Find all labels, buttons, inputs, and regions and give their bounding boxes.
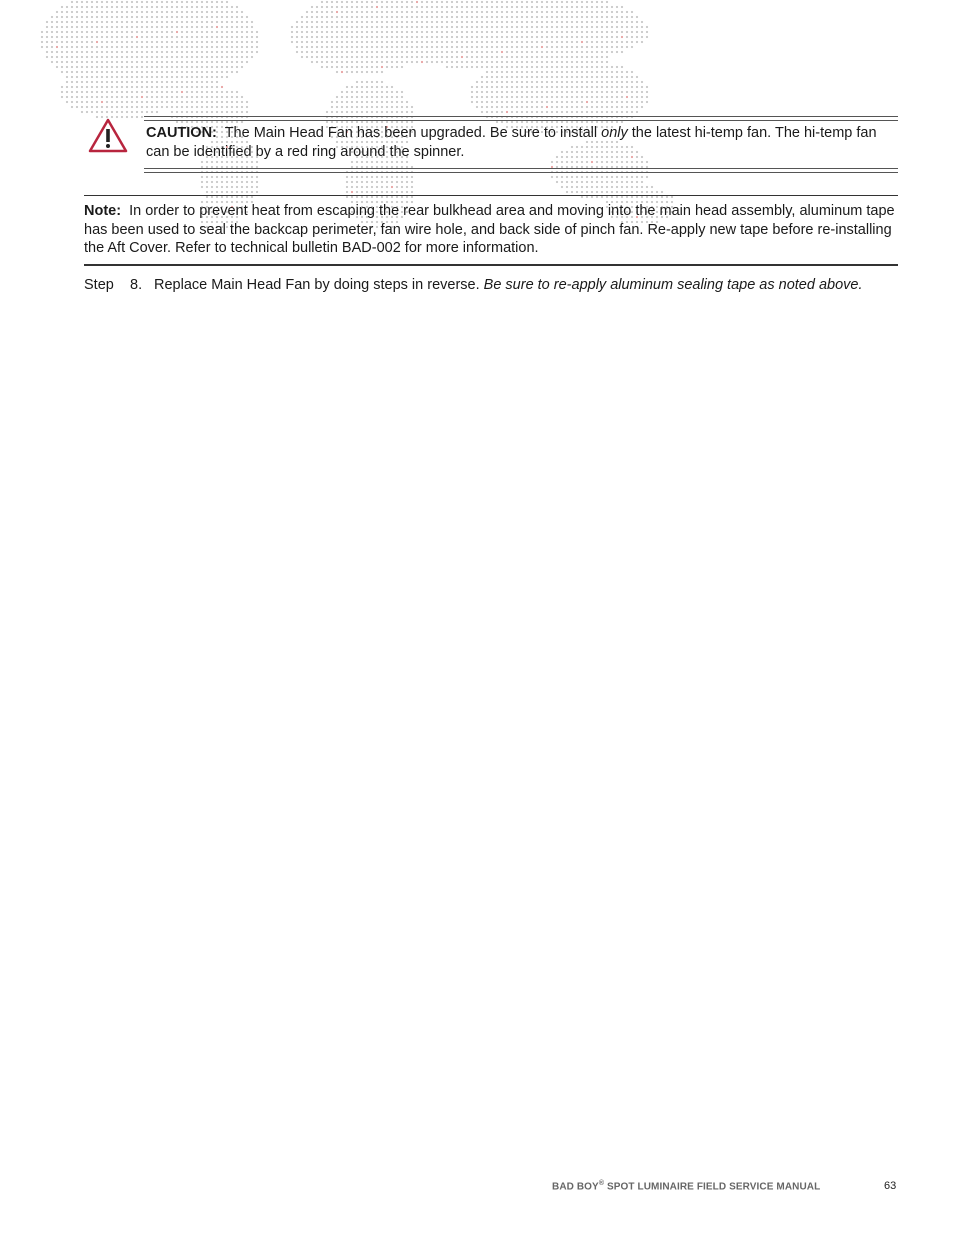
caution-rule-top-inner xyxy=(144,120,898,121)
page-number: 63 xyxy=(884,1180,897,1192)
step-label: Step xyxy=(84,277,114,293)
registered-mark: ® xyxy=(598,1180,605,1187)
note-box xyxy=(84,195,898,266)
step-emphasis: Be sure to re-apply aluminum sealing tape as noted above. xyxy=(483,277,863,293)
warning-triangle-icon xyxy=(88,118,128,154)
note-text xyxy=(84,202,898,258)
footer-title-prefix: BAD BOY xyxy=(552,1181,599,1193)
note-label: Note: xyxy=(84,203,122,219)
caution-body-after: the latest hi-temp fan. The hi-temp fan can be identified by a red ring around the spinner. xyxy=(146,125,877,160)
caution-text xyxy=(146,124,886,161)
caution-box xyxy=(84,116,898,172)
caution-rule-bottom xyxy=(144,172,898,173)
footer-title-suffix: SPOT LUMINAIRE FIELD SERVICE MANUAL xyxy=(606,1181,821,1193)
note-body: In order to prevent heat from escaping the rear bulkhead area and moving into the main head assembly, aluminum tape has been used to seal the backcap perimeter, fan wire hole, and back side of pinch fan. Re-apply new tape before re-installing the Aft Cover. Refer to technical bulletin BAD-002 for more information. xyxy=(84,203,895,256)
caution-body-before: The Main Head Fan has been upgraded. Be sure to install xyxy=(224,125,598,141)
caution-emphasis: only xyxy=(601,125,628,141)
caution-rule-bottom-inner xyxy=(144,168,898,169)
caution-label: CAUTION: xyxy=(146,125,217,141)
footer-title xyxy=(552,1180,820,1192)
caution-rule-top xyxy=(144,116,898,117)
step-body xyxy=(154,276,884,295)
step-number: 8. xyxy=(130,277,143,293)
step-text: Replace Main Head Fan by doing steps in reverse. xyxy=(154,277,480,293)
